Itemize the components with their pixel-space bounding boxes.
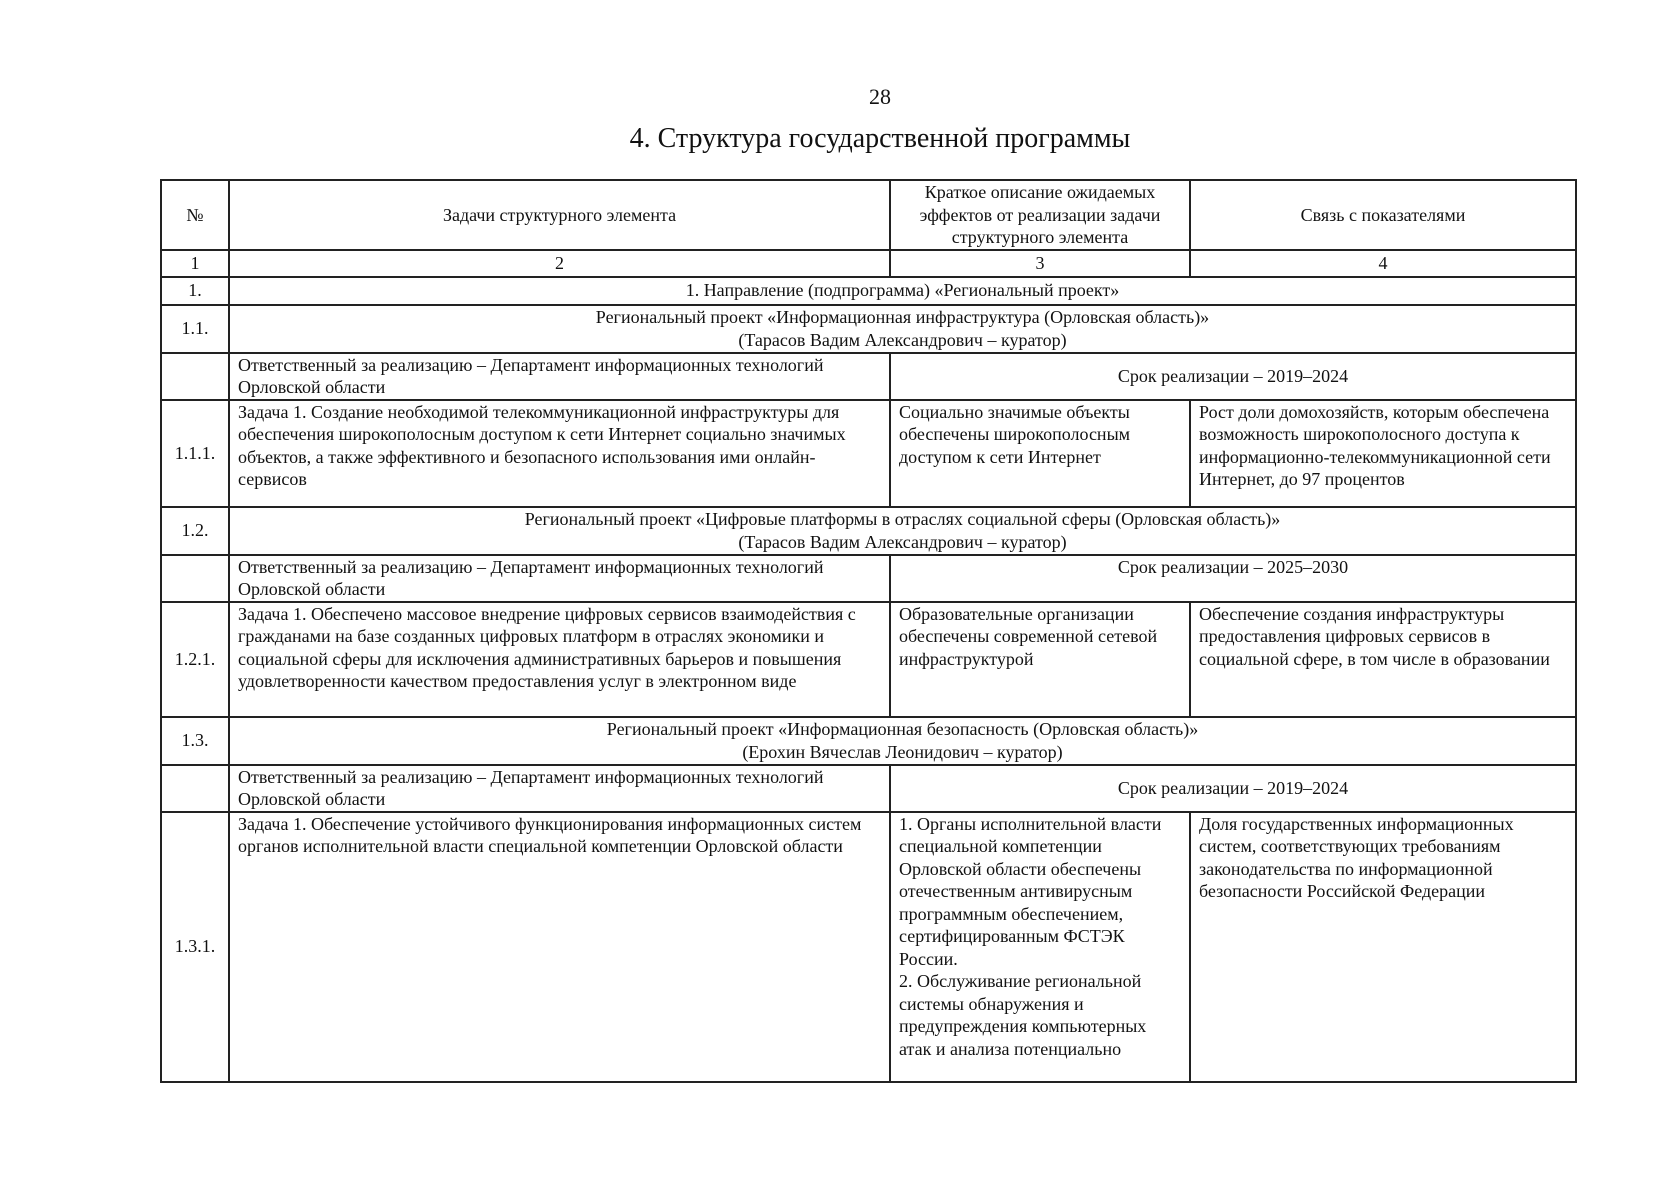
section-row — [161, 277, 1576, 305]
task-effect: Социально значимые объекты обеспечены широкополосным доступом к сети Интернет — [890, 400, 1190, 507]
responsible-text: Ответственный за реализацию – Департамент информационных технологий Орловской области — [229, 353, 890, 400]
project-title-cell — [229, 305, 1576, 353]
task-effect-cell — [890, 812, 1190, 1082]
project-row — [161, 305, 1576, 353]
row-number: 1.3.1. — [161, 812, 229, 1082]
implementation-term: Срок реализации – 2019–2024 — [890, 765, 1576, 812]
task-row — [161, 812, 1576, 1082]
column-number: 4 — [1190, 250, 1576, 277]
row-number: 1.1.1. — [161, 400, 229, 507]
header-tasks: Задачи структурного элемента — [229, 180, 890, 250]
task-indicator: Рост доли домохозяйств, которым обеспечена возможность широкополосного доступа к информационно-телекоммуникационной сети Интернет, до 97 процентов — [1190, 400, 1576, 507]
project-title-cell — [229, 507, 1576, 555]
project-title: Региональный проект «Информационная инфраструктура (Орловская область)» — [595, 307, 1210, 327]
empty-cell — [161, 353, 229, 400]
row-number: 1.2. — [161, 507, 229, 555]
column-numbers-row — [161, 250, 1576, 277]
task-description: Задача 1. Обеспечено массовое внедрение цифровых сервисов взаимодействия с гражданами на базе созданных цифровых платформ в отраслях экономики и социальной сферы для исключения административных барьеров и повышения удовлетворенности качеством предоставления услуг в электронном виде — [229, 602, 890, 717]
header-indicators: Связь с показателями — [1190, 180, 1576, 250]
task-effect: 2. Обслуживание региональной системы обнаружения и предупреждения компьютерных атак и анализа потенциально — [899, 971, 1147, 1059]
project-curator: (Тарасов Вадим Александрович – куратор) — [738, 531, 1067, 552]
page-number: 28 — [869, 84, 891, 109]
responsible-text: Ответственный за реализацию – Департамент информационных технологий Орловской области — [229, 765, 890, 812]
header-num: № — [161, 180, 229, 250]
task-description: Задача 1. Создание необходимой телекоммуникационной инфраструктуры для обеспечения широкополосным доступом к сети Интернет социально значимых объектов, а также эффективного и безопасного использования ими онлайн-сервисов — [229, 400, 890, 507]
implementation-term: Срок реализации – 2019–2024 — [890, 353, 1576, 400]
column-number: 2 — [229, 250, 890, 277]
column-number: 3 — [890, 250, 1190, 277]
task-row — [161, 602, 1576, 717]
project-row — [161, 507, 1576, 555]
task-effect: 1. Органы исполнительной власти специальной компетенции Орловской области обеспечены отечественным антивирусным программным обеспечением, сертифицированным ФСТЭК России. — [899, 813, 1162, 969]
responsible-row — [161, 765, 1576, 812]
column-number: 1 — [161, 250, 229, 277]
row-number: 1. — [161, 277, 229, 305]
task-row — [161, 400, 1576, 507]
empty-cell — [161, 555, 229, 602]
project-curator: (Тарасов Вадим Александрович – куратор) — [738, 329, 1067, 350]
project-title: Региональный проект «Информационная безопасность (Орловская область)» — [606, 719, 1199, 739]
page-title: 4. Структура государственной программы — [629, 123, 1131, 154]
project-curator: (Ерохин Вячеслав Леонидович – куратор) — [742, 741, 1063, 762]
task-indicator: Обеспечение создания инфраструктуры предоставления цифровых сервисов в социальной сфере, в том числе в образовании — [1190, 602, 1576, 717]
project-title: Региональный проект «Цифровые платформы в отраслях социальной сферы (Орловская область)» — [524, 509, 1281, 529]
table-header-row — [161, 180, 1576, 250]
responsible-text: Ответственный за реализацию – Департамент информационных технологий Орловской области — [229, 555, 890, 602]
task-description: Задача 1. Обеспечение устойчивого функционирования информационных систем органов исполнительной власти специальной компетенции Орловской области — [229, 812, 890, 1082]
implementation-term: Срок реализации – 2025–2030 — [890, 555, 1576, 602]
section-title: 1. Направление (подпрограмма) «Региональный проект» — [229, 277, 1576, 305]
row-number: 1.2.1. — [161, 602, 229, 717]
program-structure-table — [160, 179, 1577, 1083]
row-number: 1.1. — [161, 305, 229, 353]
responsible-row — [161, 555, 1576, 602]
task-effect: Образовательные организации обеспечены современной сетевой инфраструктурой — [890, 602, 1190, 717]
task-indicator: Доля государственных информационных систем, соответствующих требованиям законодательства по информационной безопасности Российской Федерации — [1190, 812, 1576, 1082]
project-row — [161, 717, 1576, 765]
project-title-cell — [229, 717, 1576, 765]
header-effects: Краткое описание ожидаемых эффектов от реализации задачи структурного элемента — [890, 180, 1190, 250]
empty-cell — [161, 765, 229, 812]
responsible-row — [161, 353, 1576, 400]
row-number: 1.3. — [161, 717, 229, 765]
